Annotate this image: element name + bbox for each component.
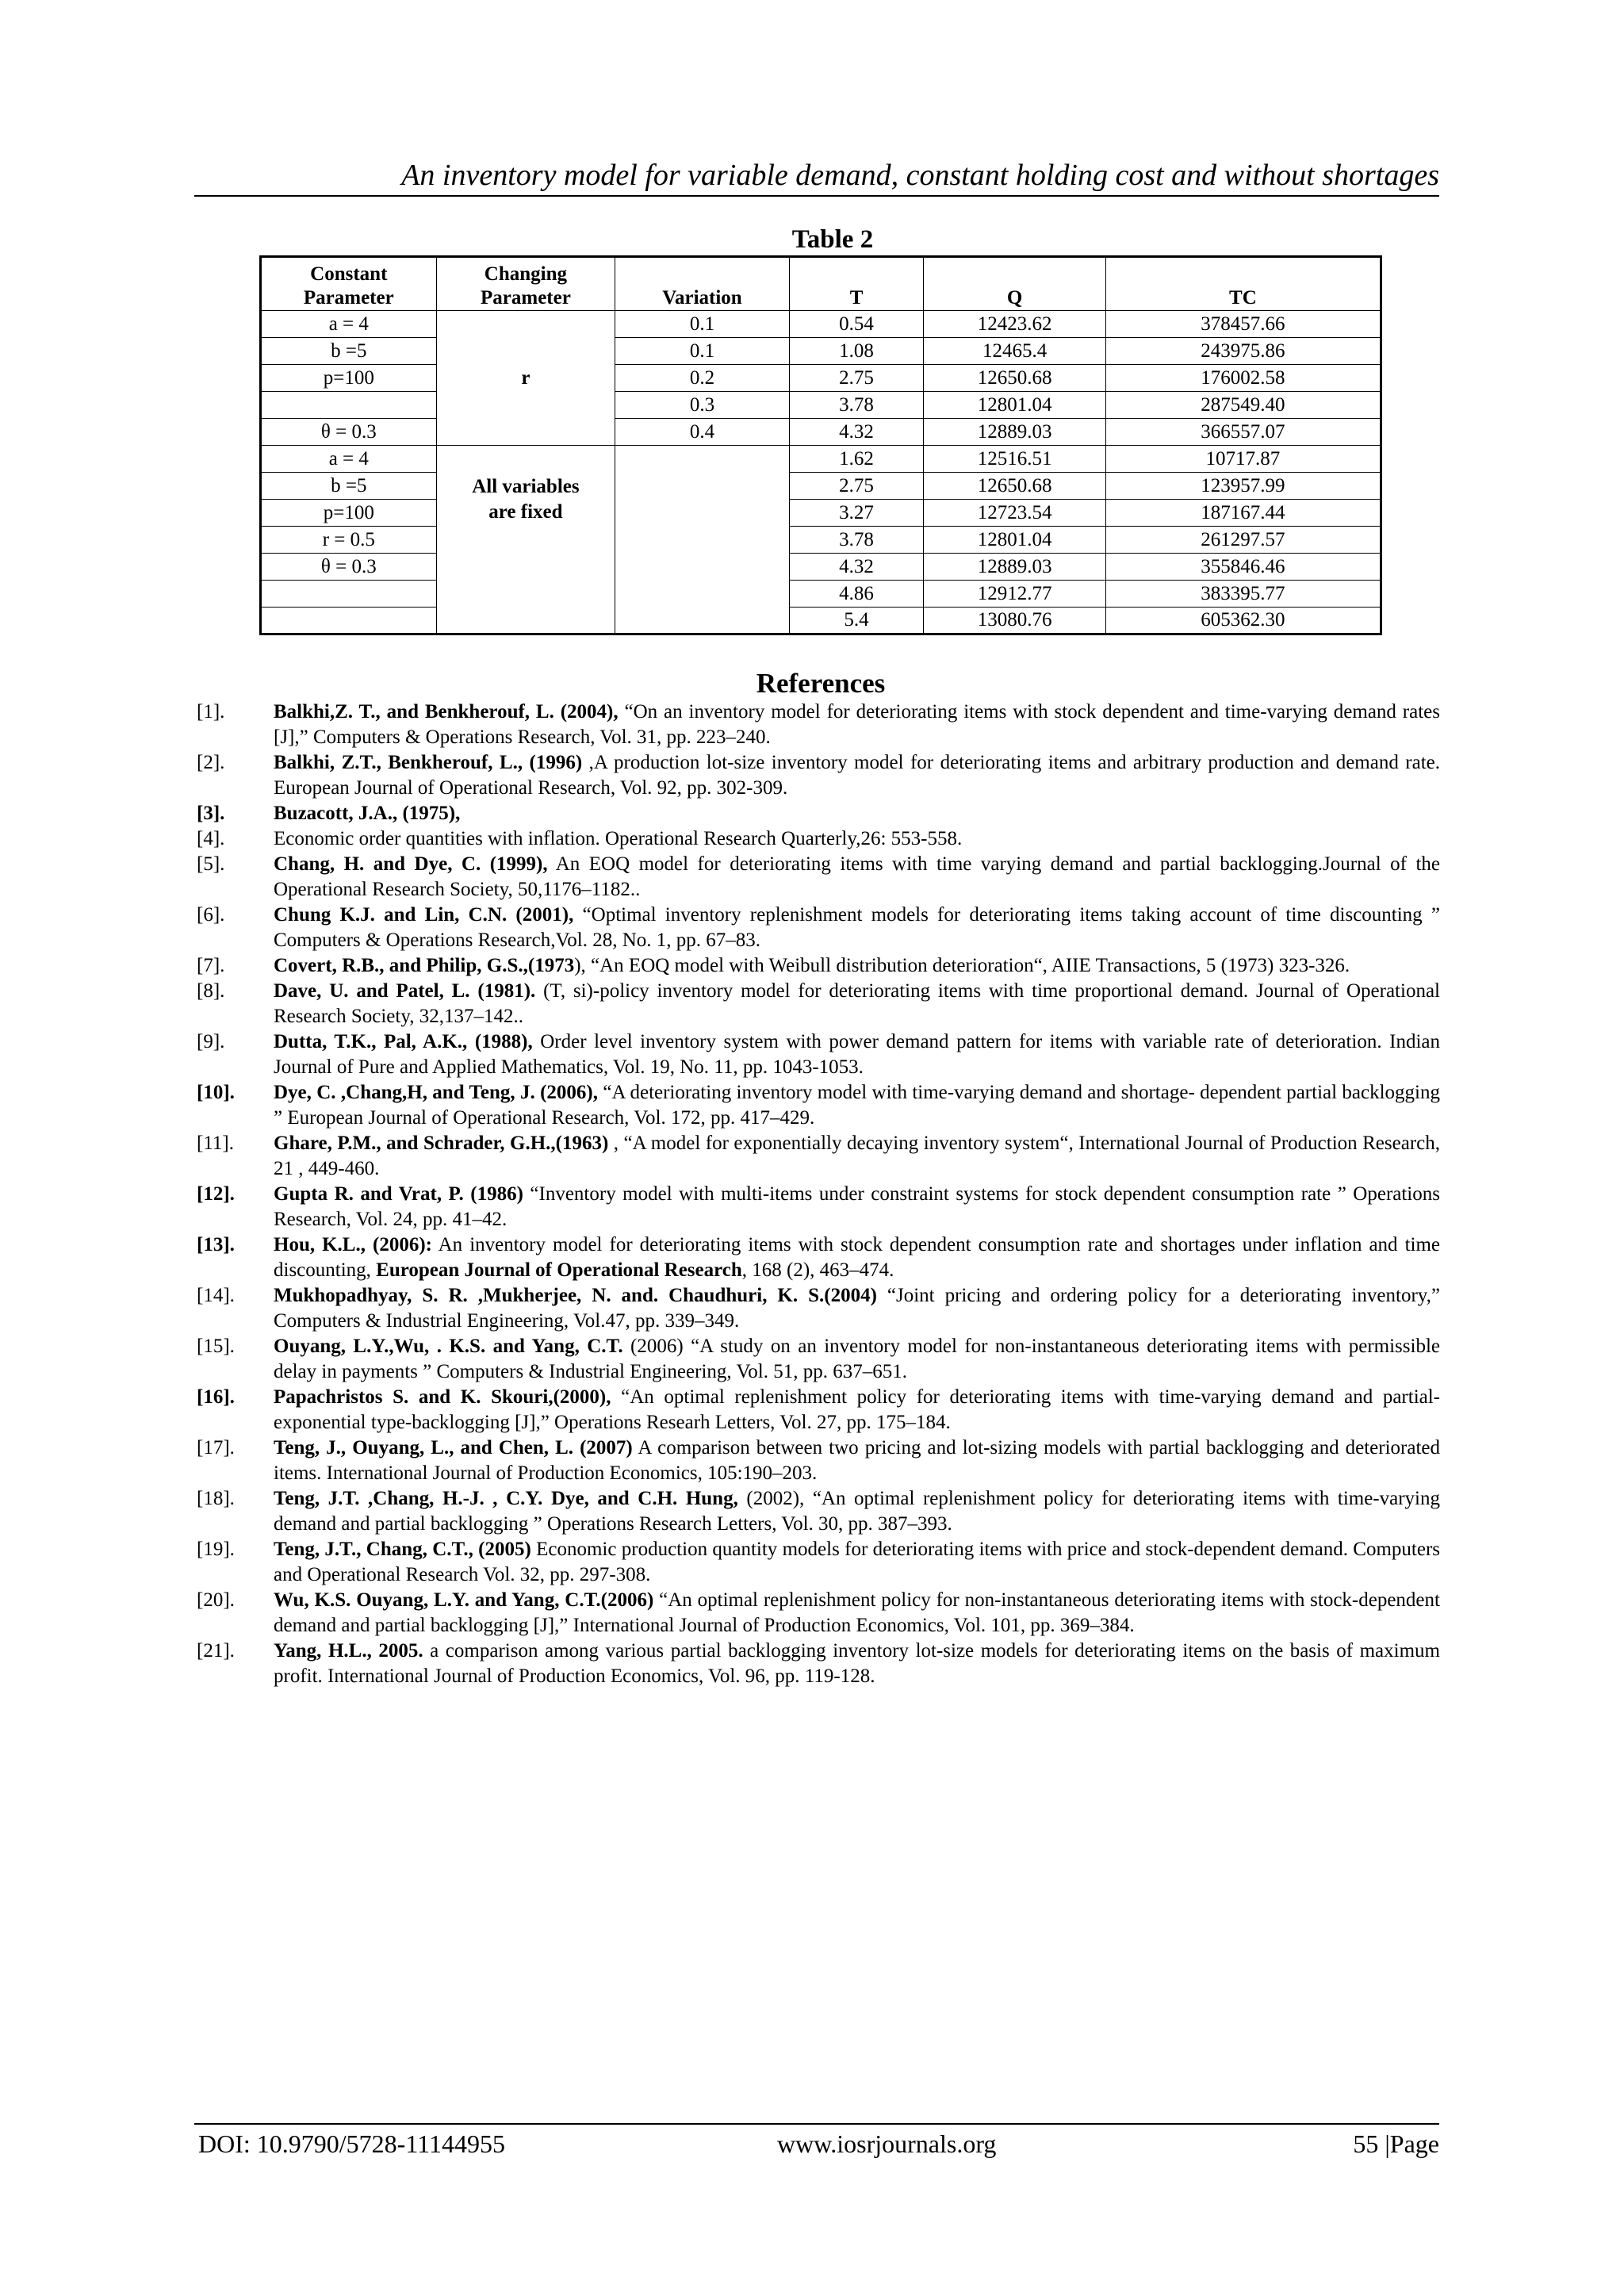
reference-text	[274, 1537, 1440, 1588]
reference-item	[197, 1385, 1440, 1435]
reference-item	[197, 1435, 1440, 1486]
cell-t: 2.75	[789, 365, 924, 392]
header-t: T	[789, 257, 924, 311]
cell-t: 1.62	[789, 446, 924, 473]
cell-constant: θ = 0.3	[261, 419, 437, 446]
reference-text	[274, 1639, 1440, 1689]
cell-constant: p=100	[261, 365, 437, 392]
reference-authors: Dye, C. ,Chang,H, and Teng, J. (2006),	[274, 1082, 598, 1103]
reference-details: Economic production quantity models for deteriorating items with price and stock-dependent demand. Computers and Operational Research Vol. 32, pp. 297-308.	[274, 1539, 1440, 1585]
reference-number: [10].	[197, 1082, 235, 1103]
cell-tc: 287549.40	[1105, 392, 1381, 419]
reference-authors: Teng, J.T. ,Chang, H.-J. , C.Y. Dye, and C.H. Hung,	[274, 1488, 738, 1509]
header-q: Q	[924, 257, 1106, 311]
reference-number: [5].	[197, 853, 225, 875]
footer-doi: DOI: 10.9790/5728-11144955	[198, 2129, 505, 2158]
cell-t: 0.54	[789, 311, 924, 338]
reference-item	[197, 1283, 1440, 1334]
reference-text	[274, 1029, 1440, 1080]
table-row	[261, 581, 1381, 608]
cell-tc: 383395.77	[1105, 581, 1381, 608]
cell-q: 12650.68	[924, 473, 1106, 500]
reference-number: [17].	[197, 1437, 235, 1458]
reference-details: Economic order quantities with inflation. Operational Research Quarterly,26: 553-558.	[274, 828, 963, 849]
running-title: An inventory model for variable demand, constant holding cost and without shortages	[401, 159, 1439, 192]
reference-details: A comparison between two pricing and lot-sizing models with partial backlogging and deteriorated items. International Journal of Production Economics, 105:190–203.	[274, 1437, 1440, 1484]
reference-item	[197, 953, 1440, 979]
reference-item	[197, 1639, 1440, 1689]
reference-item	[197, 979, 1440, 1029]
reference-text	[274, 953, 1440, 979]
reference-authors: Balkhi, Z.T., Benkherouf, L., (1996)	[274, 752, 583, 773]
reference-item	[197, 750, 1440, 801]
reference-text	[274, 700, 1440, 750]
cell-variation: 0.3	[615, 392, 790, 419]
reference-number: [4].	[197, 828, 225, 849]
cell-constant	[261, 581, 437, 608]
reference-number: [6].	[197, 904, 225, 926]
table-row	[261, 473, 1381, 500]
reference-item	[197, 1588, 1440, 1639]
reference-text	[274, 1232, 1440, 1283]
reference-details: a comparison among various partial backlogging inventory lot-size models for deteriorating items on the basis of maximum profit. International Journal of Production Economics, Vol. 96, pp. 119-128.	[274, 1640, 1440, 1687]
reference-authors: Dutta, T.K., Pal, A.K., (1988),	[274, 1031, 533, 1052]
reference-authors: Teng, J.T., Chang, C.T., (2005)	[274, 1539, 531, 1560]
reference-text	[274, 801, 1440, 826]
reference-authors: Papachristos S. and K. Skouri,(2000),	[274, 1386, 611, 1408]
reference-item	[197, 1131, 1440, 1182]
cell-tc: 176002.58	[1105, 365, 1381, 392]
cell-tc: 187167.44	[1105, 500, 1381, 527]
reference-details: “Joint pricing and ordering policy for a deteriorating inventory,” Computers & Industrial Engineering, Vol.47, pp. 339–349.	[274, 1285, 1441, 1332]
cell-q: 12723.54	[924, 500, 1106, 527]
reference-text	[274, 1131, 1440, 1182]
reference-journal: European Journal of Operational Research	[376, 1259, 742, 1281]
cell-constant: b =5	[261, 473, 437, 500]
cell-t: 4.32	[789, 419, 924, 446]
reference-details: ,A production lot-size inventory model for deteriorating items and arbitrary production and demand rate. European Journal of Operational Research, Vol. 92, pp. 302-309.	[274, 752, 1440, 799]
reference-text	[274, 903, 1440, 953]
reference-number: [3].	[197, 803, 225, 824]
cell-constant: θ = 0.3	[261, 554, 437, 581]
cell-constant: b =5	[261, 338, 437, 365]
reference-text	[274, 1385, 1440, 1435]
reference-details-tail: , 168 (2), 463–474.	[741, 1259, 894, 1281]
reference-details: (2002), “An optimal replenishment policy for deteriorating items with time-varying demand and partial backlogging ” Operations Research Letters, Vol. 30, pp. 387–393.	[274, 1488, 1440, 1535]
table-row	[261, 527, 1381, 554]
changing-parameter-r: r	[436, 311, 615, 446]
cell-t: 3.78	[789, 392, 924, 419]
cell-variation: 0.2	[615, 365, 790, 392]
cell-tc: 605362.30	[1105, 608, 1381, 634]
cell-q: 12801.04	[924, 392, 1106, 419]
reference-item	[197, 700, 1440, 750]
cell-tc: 378457.66	[1105, 311, 1381, 338]
cell-q: 12465.4	[924, 338, 1106, 365]
reference-number: [11].	[197, 1133, 234, 1154]
references-list	[197, 700, 1440, 1689]
reference-number: [9].	[197, 1031, 225, 1052]
cell-constant: r = 0.5	[261, 527, 437, 554]
cell-q: 13080.76	[924, 608, 1106, 634]
reference-number: [7].	[197, 955, 225, 976]
reference-text	[274, 1080, 1440, 1131]
cell-t: 3.27	[789, 500, 924, 527]
cell-variation: 0.4	[615, 419, 790, 446]
header-constant-parameter: Constant Parameter	[261, 257, 437, 311]
reference-text	[274, 852, 1440, 903]
cell-constant	[261, 392, 437, 419]
table-row	[261, 419, 1381, 446]
reference-details: “Inventory model with multi-items under constraint systems for stock dependent consumption rate ” Operations Research, Vol. 24, pp. 41–42.	[274, 1183, 1440, 1230]
reference-text	[274, 826, 1440, 852]
reference-number: [8].	[197, 980, 225, 1002]
table-row	[261, 500, 1381, 527]
reference-details: “A deteriorating inventory model with time-varying demand and shortage- dependent partial backlogging ” European Journal of Operational Research, Vol. 172, pp. 417–429.	[274, 1082, 1440, 1129]
reference-text	[274, 1588, 1440, 1639]
cell-q: 12650.68	[924, 365, 1106, 392]
cell-q: 12423.62	[924, 311, 1106, 338]
reference-authors: Hou, K.L., (2006):	[274, 1234, 432, 1255]
footer-page-number: 55 |Page	[1353, 2129, 1439, 2158]
reference-text	[274, 1182, 1440, 1232]
reference-authors: Chang, H. and Dye, C. (1999),	[274, 853, 548, 875]
cell-constant: p=100	[261, 500, 437, 527]
reference-text	[274, 1486, 1440, 1537]
reference-details: “Optimal inventory replenishment models for deteriorating items taking account of time discounting ” Computers & Operations Research,Vol. 28, No. 1, pp. 67–83.	[274, 904, 1440, 951]
reference-authors: Chung K.J. and Lin, C.N. (2001),	[274, 904, 574, 926]
cell-tc: 123957.99	[1105, 473, 1381, 500]
reference-authors: Teng, J., Ouyang, L., and Chen, L. (2007)	[274, 1437, 633, 1458]
reference-number: [21].	[197, 1640, 235, 1662]
cell-constant: a = 4	[261, 446, 437, 473]
reference-details: Order level inventory system with power demand pattern for items with variable rate of deterioration. Indian Journal of Pure and Applied Mathematics, Vol. 19, No. 11, pp. 1043-1053.	[274, 1031, 1440, 1078]
reference-item	[197, 1486, 1440, 1537]
references-heading: References	[756, 668, 886, 699]
reference-authors: Ouyang, L.Y.,Wu, . K.S. and Yang, C.T.	[274, 1336, 623, 1357]
cell-tc: 261297.57	[1105, 527, 1381, 554]
cell-variation: 0.1	[615, 311, 790, 338]
reference-number: [18].	[197, 1488, 235, 1509]
reference-text	[274, 1283, 1440, 1334]
reference-text	[274, 1334, 1440, 1385]
table-row	[261, 446, 1381, 473]
table-row	[261, 311, 1381, 338]
header-changing-parameter: Changing Parameter	[436, 257, 615, 311]
reference-number: [20].	[197, 1589, 235, 1611]
table-row	[261, 554, 1381, 581]
cell-t: 4.86	[789, 581, 924, 608]
cell-t: 5.4	[789, 608, 924, 634]
reference-text	[274, 979, 1440, 1029]
reference-item	[197, 826, 1440, 852]
reference-authors: Gupta R. and Vrat, P. (1986)	[274, 1183, 523, 1205]
table-header-row	[261, 257, 1381, 311]
reference-text	[274, 750, 1440, 801]
reference-number: [15].	[197, 1336, 235, 1357]
cell-tc: 355846.46	[1105, 554, 1381, 581]
reference-details: (2006) “A study on an inventory model for non-instantaneous deteriorating items with permissible delay in payments ” Computers & Industrial Engineering, Vol. 51, pp. 637–651.	[274, 1336, 1440, 1382]
cell-tc: 10717.87	[1105, 446, 1381, 473]
cell-q: 12889.03	[924, 554, 1106, 581]
cell-q: 12801.04	[924, 527, 1106, 554]
cell-t: 2.75	[789, 473, 924, 500]
table-row	[261, 338, 1381, 365]
reference-details: ), “An EOQ model with Weibull distribution deterioration“, AIIE Transactions, 5 (1973) 323-326.	[574, 955, 1350, 976]
cell-tc: 366557.07	[1105, 419, 1381, 446]
reference-number: [1].	[197, 701, 225, 723]
cell-variation: 0.1	[615, 338, 790, 365]
table-title: Table 2	[791, 225, 874, 254]
reference-item	[197, 1232, 1440, 1283]
reference-number: [13].	[197, 1234, 235, 1255]
changing-parameter-fixed: All variables are fixed	[436, 446, 615, 634]
reference-item	[197, 801, 1440, 826]
reference-details: “An optimal replenishment policy for deteriorating items with time-varying demand and partial-exponential type-backlogging [J],” Operations Researh Letters, Vol. 27, pp. 175–184.	[274, 1386, 1441, 1433]
reference-authors: Covert, R.B., and Philip, G.S.,(1973	[274, 955, 575, 976]
results-table	[259, 255, 1382, 635]
cell-tc: 243975.86	[1105, 338, 1381, 365]
header-variation: Variation	[615, 257, 790, 311]
reference-authors: Yang, H.L., 2005.	[274, 1640, 423, 1662]
cell-t: 4.32	[789, 554, 924, 581]
cell-variation-empty	[615, 446, 790, 634]
reference-item	[197, 852, 1440, 903]
table-row	[261, 608, 1381, 634]
cell-q: 12516.51	[924, 446, 1106, 473]
cell-constant	[261, 608, 437, 634]
reference-number: [14].	[197, 1285, 235, 1306]
reference-item	[197, 1334, 1440, 1385]
reference-authors: Dave, U. and Patel, L. (1981).	[274, 980, 536, 1002]
cell-q: 12889.03	[924, 419, 1106, 446]
reference-item	[197, 1537, 1440, 1588]
reference-number: [2].	[197, 752, 225, 773]
reference-details: , “A model for exponentially decaying inventory system“, International Journal of Production Research, 21 , 449-460.	[274, 1133, 1440, 1179]
reference-details: An EOQ model for deteriorating items with time varying demand and partial backlogging.Journal of the Operational Research Society, 50,1176–1182..	[274, 853, 1440, 900]
header-tc: TC	[1105, 257, 1381, 311]
reference-details: “On an inventory model for deteriorating items with stock dependent and time-varying demand rates [J],” Computers & Operations Research, Vol. 31, pp. 223–240.	[274, 701, 1440, 748]
reference-number: [19].	[197, 1539, 235, 1560]
reference-number: [12].	[197, 1183, 235, 1205]
reference-authors: Balkhi,Z. T., and Benkherouf, L. (2004),	[274, 701, 619, 723]
reference-authors: Wu, K.S. Ouyang, L.Y. and Yang, C.T.(2006)	[274, 1589, 654, 1611]
reference-authors: Ghare, P.M., and Schrader, G.H.,(1963)	[274, 1133, 609, 1154]
table-row	[261, 392, 1381, 419]
reference-details: An inventory model for deteriorating items with stock dependent consumption rate and shortages under inflation and time discounting,	[274, 1234, 1440, 1281]
cell-constant: a = 4	[261, 311, 437, 338]
cell-t: 3.78	[789, 527, 924, 554]
table-row	[261, 365, 1381, 392]
reference-details: (T, si)-policy inventory model for deteriorating items with time proportional demand. Journal of Operational Research Society, 32,137–142..	[274, 980, 1440, 1027]
reference-text	[274, 1435, 1440, 1486]
header-rule	[194, 195, 1439, 197]
footer-website: www.iosrjournals.org	[777, 2129, 997, 2158]
reference-authors: Buzacott, J.A., (1975),	[274, 803, 461, 824]
reference-item	[197, 1182, 1440, 1232]
reference-item	[197, 1029, 1440, 1080]
reference-item	[197, 903, 1440, 953]
reference-item	[197, 1080, 1440, 1131]
cell-q: 12912.77	[924, 581, 1106, 608]
reference-details: “An optimal replenishment policy for non-instantaneous deteriorating items with stock-dependent demand and partial backlogging [J],” International Journal of Production Economics, Vol. 101, pp. 369–384.	[274, 1589, 1440, 1636]
reference-number: [16].	[197, 1386, 235, 1408]
reference-authors: Mukhopadhyay, S. R. ,Mukherjee, N. and. Chaudhuri, K. S.(2004)	[274, 1285, 877, 1306]
cell-t: 1.08	[789, 338, 924, 365]
footer-rule	[194, 2123, 1439, 2125]
